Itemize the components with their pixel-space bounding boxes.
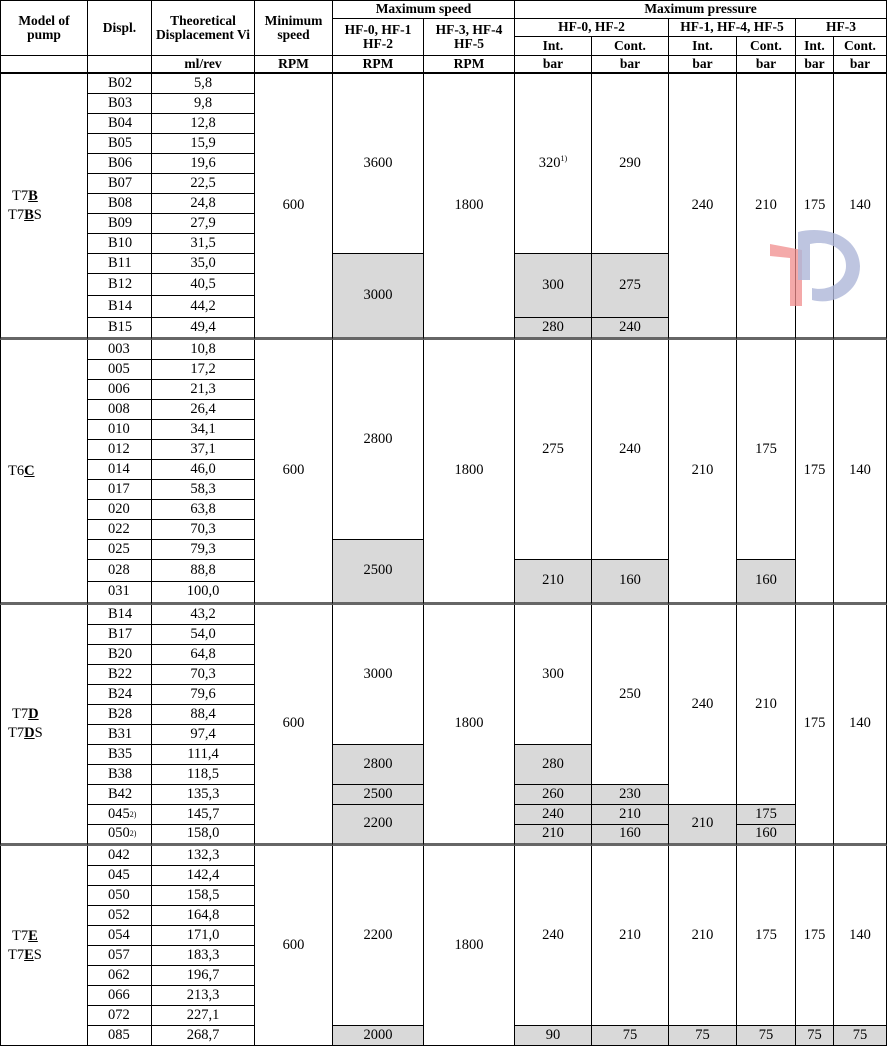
p145-int-t7d-a: 240 [669, 605, 737, 805]
p3-int-t7e-a: 175 [796, 846, 834, 1026]
p02-int-t7b-c: 280 [515, 318, 592, 340]
speed-t7d-a: 3000 [333, 605, 424, 745]
header-displ: Displ. [88, 0, 152, 56]
displ-code-cell: 025 [88, 540, 152, 560]
displ-code-cell: B12 [88, 274, 152, 296]
displacement-value-cell: 118,5 [152, 765, 255, 785]
header-max-speed-hf012: HF-0, HF-1 HF-2 [333, 19, 424, 56]
p02-int-t7d-d: 240 [515, 805, 592, 825]
displacement-value-cell: 31,5 [152, 234, 255, 254]
p3-int-t6c: 175 [796, 340, 834, 605]
displ-code-cell: 057 [88, 946, 152, 966]
displacement-value-cell: 44,2 [152, 296, 255, 318]
displacement-value-cell: 40,5 [152, 274, 255, 296]
displacement-value-cell: 171,0 [152, 926, 255, 946]
displacement-value-cell: 227,1 [152, 1006, 255, 1026]
displacement-value-cell: 111,4 [152, 745, 255, 765]
p145-int-t7e-b: 75 [669, 1026, 737, 1046]
displ-code-cell: 050 [88, 886, 152, 906]
displ-code-cell: B04 [88, 114, 152, 134]
displacement-value-cell: 158,5 [152, 886, 255, 906]
speed-t7d-b: 2800 [333, 745, 424, 785]
watermark-red-shape [770, 244, 802, 306]
p02-int-t7d-c: 260 [515, 785, 592, 805]
p02-cont-t7d-c: 210 [592, 805, 669, 825]
displacement-value-cell: 88,8 [152, 560, 255, 582]
p02-cont-t7d-b: 230 [592, 785, 669, 805]
displ-code-cell: 050 2) [88, 825, 152, 846]
displ-code-cell: 062 [88, 966, 152, 986]
displ-code-cell: B20 [88, 645, 152, 665]
p02-cont-t7e-a: 210 [592, 846, 669, 1026]
p3-cont-t6c: 140 [834, 340, 887, 605]
displ-code-cell: 005 [88, 360, 152, 380]
displ-code-cell: 045 [88, 866, 152, 886]
speed-t6c-b: 2500 [333, 540, 424, 605]
p145-int-t6c: 210 [669, 340, 737, 605]
displ-code-cell: 028 [88, 560, 152, 582]
header-maximum-pressure: Maximum pressure [515, 0, 887, 19]
header-hf02-int: Int. [515, 37, 592, 56]
header-hf3-cont: Cont. [834, 37, 887, 56]
p145-int-t7e-a: 210 [669, 846, 737, 1026]
p3-cont-t7e-b: 75 [834, 1026, 887, 1046]
displacement-value-cell: 132,3 [152, 846, 255, 866]
displacement-value-cell: 5,8 [152, 74, 255, 94]
displacement-value-cell: 37,1 [152, 440, 255, 460]
header-hf02-cont: Cont. [592, 37, 669, 56]
displacement-value-cell: 70,3 [152, 665, 255, 685]
header-hf145-cont: Cont. [737, 37, 796, 56]
p145-cont-t7b: 210 [737, 74, 796, 340]
displ-code-cell: 006 [88, 380, 152, 400]
speed-t6c-a: 2800 [333, 340, 424, 540]
displ-code-cell: B17 [88, 625, 152, 645]
p145-int-t7d-b: 210 [669, 805, 737, 846]
speed-hf345-t6c: 1800 [424, 340, 515, 605]
displ-code-cell: 008 [88, 400, 152, 420]
p3-int-t7b: 175 [796, 74, 834, 340]
min-speed-t6c: 600 [255, 340, 333, 605]
displ-code-cell: B05 [88, 134, 152, 154]
header-pressure-hf145: HF-1, HF-4, HF-5 [669, 19, 796, 37]
speed-t7b-b: 3000 [333, 254, 424, 340]
displacement-value-cell: 63,8 [152, 500, 255, 520]
p02-int-t6c-b: 210 [515, 560, 592, 605]
p3-cont-t7b: 140 [834, 74, 887, 340]
displacement-value-cell: 70,3 [152, 520, 255, 540]
p145-cont-t7d-a: 210 [737, 605, 796, 805]
displ-code-cell: 085 [88, 1026, 152, 1046]
displ-code-cell: 012 [88, 440, 152, 460]
p02-int-t7b-b: 300 [515, 254, 592, 318]
displ-code-cell: B06 [88, 154, 152, 174]
displ-code-cell: B03 [88, 94, 152, 114]
min-speed-t7b: 600 [255, 74, 333, 340]
p02-cont-t7e-b: 75 [592, 1026, 669, 1046]
unit-rpm: RPM [255, 56, 333, 74]
displacement-value-cell: 9,8 [152, 94, 255, 114]
displacement-value-cell: 22,5 [152, 174, 255, 194]
displ-code-cell: B10 [88, 234, 152, 254]
speed-t7b-a: 3600 [333, 74, 424, 254]
displacement-value-cell: 34,1 [152, 420, 255, 440]
speed-t7d-d: 2200 [333, 805, 424, 846]
watermark-blue-shape [798, 230, 860, 301]
speed-t7e-b: 2000 [333, 1026, 424, 1046]
displacement-value-cell: 54,0 [152, 625, 255, 645]
header-hf3-int: Int. [796, 37, 834, 56]
p02-int-t7e-b: 90 [515, 1026, 592, 1046]
displacement-value-cell: 43,2 [152, 605, 255, 625]
displacement-value-cell: 49,4 [152, 318, 255, 340]
displacement-value-cell: 46,0 [152, 460, 255, 480]
p145-cont-t7e-b: 75 [737, 1026, 796, 1046]
displ-code-cell: 066 [88, 986, 152, 1006]
p02-int-t7d-e: 210 [515, 825, 592, 846]
displacement-value-cell: 97,4 [152, 725, 255, 745]
displ-code-cell: 010 [88, 420, 152, 440]
displ-code-cell: 020 [88, 500, 152, 520]
p145-cont-t6c-b: 160 [737, 560, 796, 605]
p02-cont-t7b-a: 290 [592, 74, 669, 254]
displacement-value-cell: 268,7 [152, 1026, 255, 1046]
displ-code-cell: 072 [88, 1006, 152, 1026]
unit-rpm: RPM [333, 56, 424, 74]
model-cell-t6c: T6C [0, 340, 88, 605]
displ-code-cell: 031 [88, 582, 152, 605]
displacement-value-cell: 135,3 [152, 785, 255, 805]
unit-ml-rev: ml/rev [152, 56, 255, 74]
unit-bar: bar [592, 56, 669, 74]
displacement-value-cell: 183,3 [152, 946, 255, 966]
unit-bar: bar [834, 56, 887, 74]
displacement-value-cell: 19,6 [152, 154, 255, 174]
p145-cont-t7d-c: 160 [737, 825, 796, 846]
displ-code-cell: B08 [88, 194, 152, 214]
header-model-of-pump: Model of pump [0, 0, 88, 56]
displ-code-cell: B02 [88, 74, 152, 94]
displacement-value-cell: 88,4 [152, 705, 255, 725]
unit-bar: bar [737, 56, 796, 74]
p02-cont-t7d-a: 250 [592, 605, 669, 785]
model-cell-t7b: T7B T7BS [0, 74, 88, 340]
p02-int-t7d-a: 300 [515, 605, 592, 745]
units-blank [88, 56, 152, 74]
p02-cont-t6c-b: 160 [592, 560, 669, 605]
displ-code-cell: 022 [88, 520, 152, 540]
header-pressure-hf02: HF-0, HF-2 [515, 19, 669, 37]
header-minimum-speed: Minimum speed [255, 0, 333, 56]
p3-int-t7e-b: 75 [796, 1026, 834, 1046]
header-hf145-int: Int. [669, 37, 737, 56]
displacement-value-cell: 79,6 [152, 685, 255, 705]
min-speed-t7d: 600 [255, 605, 333, 846]
displ-code-cell: B28 [88, 705, 152, 725]
min-speed-t7e: 600 [255, 846, 333, 1046]
displ-code-cell: B15 [88, 318, 152, 340]
displacement-value-cell: 26,4 [152, 400, 255, 420]
displacement-value-cell: 58,3 [152, 480, 255, 500]
displacement-value-cell: 27,9 [152, 214, 255, 234]
p02-int-t6c-a: 275 [515, 340, 592, 560]
p02-cont-t7b-c: 240 [592, 318, 669, 340]
displ-code-cell: B07 [88, 174, 152, 194]
units-blank [0, 56, 88, 74]
speed-t7e-a: 2200 [333, 846, 424, 1026]
displacement-value-cell: 15,9 [152, 134, 255, 154]
watermark-logo [768, 226, 864, 306]
displ-code-cell: B14 [88, 605, 152, 625]
p02-cont-t7b-b: 275 [592, 254, 669, 318]
displ-code-cell: B42 [88, 785, 152, 805]
p02-int-t7d-b: 280 [515, 745, 592, 785]
displacement-value-cell: 10,8 [152, 340, 255, 360]
header-pressure-hf3: HF-3 [796, 19, 887, 37]
p145-cont-t7d-b: 175 [737, 805, 796, 825]
p02-cont-t6c-a: 240 [592, 340, 669, 560]
unit-rpm: RPM [424, 56, 515, 74]
displacement-value-cell: 213,3 [152, 986, 255, 1006]
unit-bar: bar [515, 56, 592, 74]
p3-cont-t7d: 140 [834, 605, 887, 846]
speed-t7d-c: 2500 [333, 785, 424, 805]
displacement-value-cell: 17,2 [152, 360, 255, 380]
header-theoretical-displacement: Theoretical Displacement Vi [152, 0, 255, 56]
displ-code-cell: 045 2) [88, 805, 152, 825]
displ-code-cell: B22 [88, 665, 152, 685]
displ-code-cell: 017 [88, 480, 152, 500]
displacement-value-cell: 79,3 [152, 540, 255, 560]
header-max-speed-hf345: HF-3, HF-4 HF-5 [424, 19, 515, 56]
speed-hf345-t7d: 1800 [424, 605, 515, 846]
displacement-value-cell: 100,0 [152, 582, 255, 605]
p02-cont-t7d-d: 160 [592, 825, 669, 846]
displ-code-cell: B09 [88, 214, 152, 234]
displacement-value-cell: 196,7 [152, 966, 255, 986]
model-cell-t7e: T7E T7ES [0, 846, 88, 1046]
displ-code-cell: 054 [88, 926, 152, 946]
p3-cont-t7e-a: 140 [834, 846, 887, 1026]
displ-code-cell: 052 [88, 906, 152, 926]
displ-code-cell: 003 [88, 340, 152, 360]
p02-int-t7b-a: 320$^{1)}$ [515, 74, 592, 254]
speed-hf345-t7b: 1800 [424, 74, 515, 340]
p3-int-t7d: 175 [796, 605, 834, 846]
unit-bar: bar [796, 56, 834, 74]
displ-code-cell: B31 [88, 725, 152, 745]
displacement-value-cell: 24,8 [152, 194, 255, 214]
displacement-value-cell: 64,8 [152, 645, 255, 665]
displ-code-cell: B35 [88, 745, 152, 765]
displacement-value-cell: 158,0 [152, 825, 255, 846]
p145-cont-t6c-a: 175 [737, 340, 796, 560]
displ-code-cell: B24 [88, 685, 152, 705]
unit-bar: bar [669, 56, 737, 74]
displ-code-cell: 014 [88, 460, 152, 480]
displ-code-cell: 042 [88, 846, 152, 866]
displacement-value-cell: 142,4 [152, 866, 255, 886]
displacement-value-cell: 164,8 [152, 906, 255, 926]
displacement-value-cell: 145,7 [152, 805, 255, 825]
p145-int-t7b: 240 [669, 74, 737, 340]
p02-int-t7e-a: 240 [515, 846, 592, 1026]
p145-cont-t7e-a: 175 [737, 846, 796, 1026]
displ-code-cell: B14 [88, 296, 152, 318]
displacement-value-cell: 35,0 [152, 254, 255, 274]
header-maximum-speed: Maximum speed [333, 0, 515, 19]
displacement-value-cell: 12,8 [152, 114, 255, 134]
displ-code-cell: B11 [88, 254, 152, 274]
speed-hf345-t7e: 1800 [424, 846, 515, 1046]
displacement-value-cell: 21,3 [152, 380, 255, 400]
displ-code-cell: B38 [88, 765, 152, 785]
model-cell-t7d: T7D T7DS [0, 605, 88, 846]
